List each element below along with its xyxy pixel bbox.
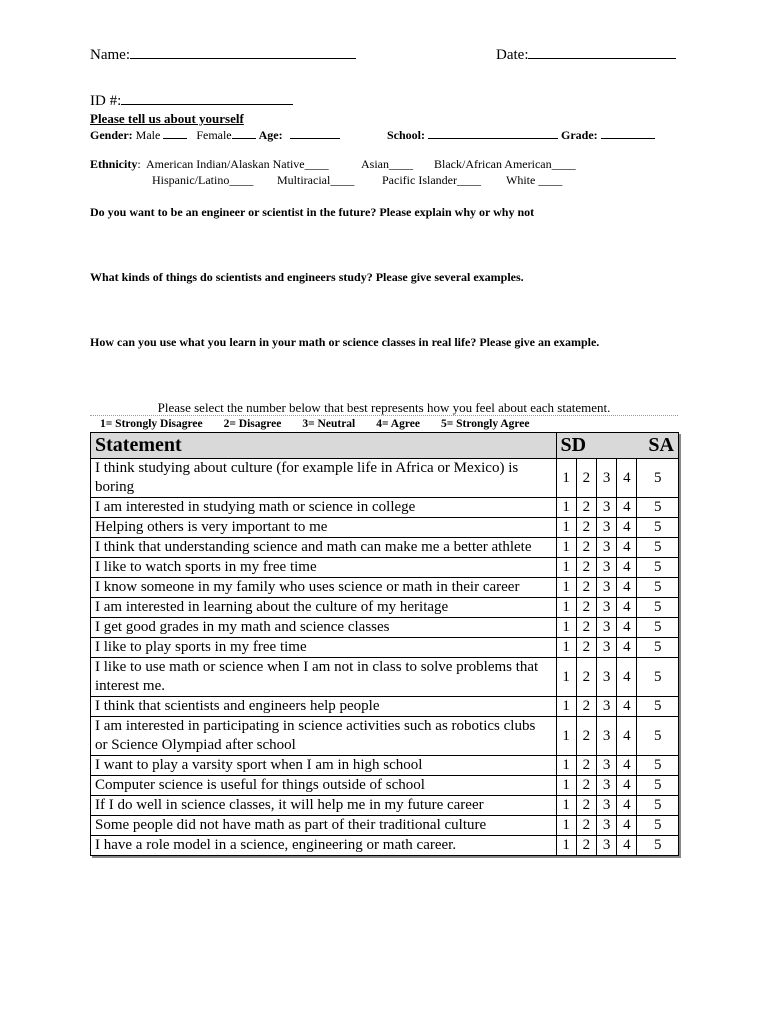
rating-option-4[interactable]: 4 [617,459,637,498]
table-row [91,459,679,498]
grade-label: Grade: [561,128,598,142]
school-field[interactable] [428,137,558,139]
statement-cell: I like to play sports in my free time [91,638,557,658]
table-row [91,697,679,717]
rating-option-1[interactable]: 1 [556,518,576,538]
rating-option-4[interactable]: 4 [617,518,637,538]
rating-option-5[interactable]: 5 [637,816,679,836]
rating-option-4[interactable]: 4 [617,618,637,638]
statement-header: Statement [91,433,557,459]
statement-cell: I am interested in studying math or science in college [91,498,557,518]
rating-option-5[interactable]: 5 [637,558,679,578]
table-row [91,836,679,856]
ethnicity-option[interactable]: Black/African American____ [434,157,576,171]
rating-option-1[interactable]: 1 [556,836,576,856]
rating-option-3[interactable]: 3 [596,498,616,518]
rating-option-4[interactable]: 4 [617,697,637,717]
gender-row [90,128,340,143]
rating-option-2[interactable]: 2 [576,796,596,816]
rating-option-3[interactable]: 3 [596,459,616,498]
rating-option-2[interactable]: 2 [576,558,596,578]
statement-cell: I get good grades in my math and science classes [91,618,557,638]
gender-male-option[interactable]: Male [136,128,188,142]
scale-item: 5= Strongly Agree [440,418,530,430]
rating-option-3[interactable]: 3 [596,776,616,796]
rating-option-2[interactable]: 2 [576,717,596,756]
id-label: ID #: [90,93,122,109]
survey-table [90,432,679,856]
rating-option-3[interactable]: 3 [596,558,616,578]
rating-option-4[interactable]: 4 [617,816,637,836]
rating-option-4[interactable]: 4 [617,776,637,796]
rating-option-2[interactable]: 2 [576,756,596,776]
rating-option-2[interactable]: 2 [576,658,596,697]
table-row [91,598,679,618]
rating-option-4[interactable]: 4 [617,756,637,776]
id-field[interactable] [90,93,293,110]
statement-cell: I think that understanding science and math can make me a better athlete [91,538,557,558]
rating-option-4[interactable]: 4 [617,558,637,578]
rating-option-3[interactable]: 3 [596,756,616,776]
rating-option-3[interactable]: 3 [596,697,616,717]
rating-option-4[interactable]: 4 [617,538,637,558]
rating-option-2[interactable]: 2 [576,618,596,638]
sd-header: SD [556,433,617,459]
rating-option-3[interactable]: 3 [596,578,616,598]
rating-option-3[interactable]: 3 [596,717,616,756]
ethnicity-option[interactable]: White ____ [506,173,563,187]
grade-field[interactable] [601,137,655,139]
statement-cell: I am interested in learning about the culture of my heritage [91,598,557,618]
ethnicity-option[interactable]: American Indian/Alaskan Native____ [146,157,329,171]
name-field[interactable] [90,47,356,64]
rating-option-1[interactable]: 1 [556,638,576,658]
ethnicity-option[interactable]: Asian____ [361,157,413,171]
ethnicity-option[interactable]: Pacific Islander____ [382,173,481,187]
rating-option-4[interactable]: 4 [617,796,637,816]
table-row [91,618,679,638]
ethnicity-option[interactable]: Hispanic/Latino____ [152,173,254,187]
rating-option-1[interactable]: 1 [556,796,576,816]
rating-option-5[interactable]: 5 [637,658,679,697]
rating-option-1[interactable]: 1 [556,816,576,836]
age-field[interactable] [290,137,340,139]
rating-option-1[interactable]: 1 [556,578,576,598]
rating-option-3[interactable]: 3 [596,638,616,658]
table-row [91,717,679,756]
table-row [91,498,679,518]
rating-option-5[interactable]: 5 [637,618,679,638]
rating-option-5[interactable]: 5 [637,638,679,658]
rating-option-3[interactable]: 3 [596,836,616,856]
table-row [91,756,679,776]
scale-item: 2= Disagree [223,418,282,430]
question-1: Do you want to be an engineer or scientist in the future? Please explain why or why not [90,205,535,219]
table-row [91,776,679,796]
question-2: What kinds of things do scientists and engineers study? Please give several examples. [90,270,524,284]
rating-option-5[interactable]: 5 [637,756,679,776]
rating-option-2[interactable]: 2 [576,697,596,717]
table-row [91,658,679,697]
statement-cell: I am interested in participating in science activities such as robotics clubs or Science Olympiad after school [91,717,557,756]
rating-option-5[interactable]: 5 [637,578,679,598]
rating-option-2[interactable]: 2 [576,776,596,796]
rating-option-5[interactable]: 5 [637,498,679,518]
rating-option-5[interactable]: 5 [637,459,679,498]
rating-option-1[interactable]: 1 [556,558,576,578]
statement-cell: If I do well in science classes, it will help me in my future career [91,796,557,816]
school-label: School: [387,128,426,142]
rating-option-1[interactable]: 1 [556,776,576,796]
rating-option-2[interactable]: 2 [576,518,596,538]
ethnicity-label-wrap: Ethnicity: [90,157,141,171]
statement-cell: I know someone in my family who uses science or math in their career [91,578,557,598]
rating-option-4[interactable]: 4 [617,498,637,518]
dotted-divider [90,415,678,416]
rating-option-3[interactable]: 3 [596,538,616,558]
age-label: Age: [258,128,283,142]
about-heading: Please tell us about yourself [90,111,244,126]
rating-option-1[interactable]: 1 [556,756,576,776]
rating-option-2[interactable]: 2 [576,836,596,856]
statement-cell: I have a role model in a science, engineering or math career. [91,836,557,856]
scale-item: 1= Strongly Disagree [100,418,203,430]
rating-option-1[interactable]: 1 [556,618,576,638]
ethnicity-label: Ethnicity [90,157,138,171]
table-header-row [91,433,679,459]
statement-cell: I want to play a varsity sport when I am in high school [91,756,557,776]
gender-label: Gender: [90,128,133,142]
table-row [91,578,679,598]
date-field[interactable] [496,47,676,64]
statement-cell: I think studying about culture (for example life in Africa or Mexico) is boring [91,459,557,498]
rating-option-4[interactable]: 4 [617,717,637,756]
rating-option-5[interactable]: 5 [637,538,679,558]
rating-option-3[interactable]: 3 [596,796,616,816]
statement-cell: Helping others is very important to me [91,518,557,538]
statement-cell: I like to use math or science when I am not in class to solve problems that interest me. [91,658,557,697]
statement-cell: I think that scientists and engineers help people [91,697,557,717]
table-row [91,538,679,558]
rating-option-1[interactable]: 1 [556,658,576,697]
table-row [91,796,679,816]
rating-option-1[interactable]: 1 [556,459,576,498]
table-row [91,558,679,578]
rating-option-5[interactable]: 5 [637,717,679,756]
rating-option-5[interactable]: 5 [637,518,679,538]
statement-cell: Some people did not have math as part of their traditional culture [91,816,557,836]
table-row [91,816,679,836]
sa-header: SA [617,433,679,459]
rating-option-3[interactable]: 3 [596,658,616,697]
scale-item: 3= Neutral [302,418,356,430]
rating-option-5[interactable]: 5 [637,697,679,717]
rating-option-5[interactable]: 5 [637,796,679,816]
rating-option-5[interactable]: 5 [637,598,679,618]
rating-option-2[interactable]: 2 [576,816,596,836]
table-row [91,518,679,538]
statement-cell: Computer science is useful for things outside of school [91,776,557,796]
rating-option-1[interactable]: 1 [556,498,576,518]
rating-option-4[interactable]: 4 [617,598,637,618]
school-grade-row [387,128,655,143]
rating-option-4[interactable]: 4 [617,836,637,856]
rating-option-2[interactable]: 2 [576,638,596,658]
rating-option-4[interactable]: 4 [617,578,637,598]
instructions: Please select the number below that best represents how you feel about each statement. [157,400,611,415]
rating-option-3[interactable]: 3 [596,598,616,618]
rating-option-2[interactable]: 2 [576,578,596,598]
rating-option-3[interactable]: 3 [596,618,616,638]
rating-option-1[interactable]: 1 [556,538,576,558]
rating-option-4[interactable]: 4 [617,638,637,658]
rating-option-1[interactable]: 1 [556,717,576,756]
ethnicity-option[interactable]: Multiracial____ [277,173,355,187]
rating-option-4[interactable]: 4 [617,658,637,697]
rating-option-3[interactable]: 3 [596,518,616,538]
statement-cell: I like to watch sports in my free time [91,558,557,578]
rating-option-1[interactable]: 1 [556,598,576,618]
rating-option-1[interactable]: 1 [556,697,576,717]
scale-item: 4= Agree [376,418,420,430]
rating-option-2[interactable]: 2 [576,598,596,618]
gender-female-option[interactable]: Female [196,128,255,142]
date-label: Date: [496,47,529,63]
table-row [91,638,679,658]
rating-option-2[interactable]: 2 [576,538,596,558]
rating-option-2[interactable]: 2 [576,459,596,498]
rating-option-5[interactable]: 5 [637,836,679,856]
rating-option-5[interactable]: 5 [637,776,679,796]
scale-legend [100,418,551,430]
rating-option-3[interactable]: 3 [596,816,616,836]
rating-option-2[interactable]: 2 [576,498,596,518]
name-label: Name: [90,47,130,63]
question-3: How can you use what you learn in your math or science classes in real life? Please give an example. [90,335,600,349]
